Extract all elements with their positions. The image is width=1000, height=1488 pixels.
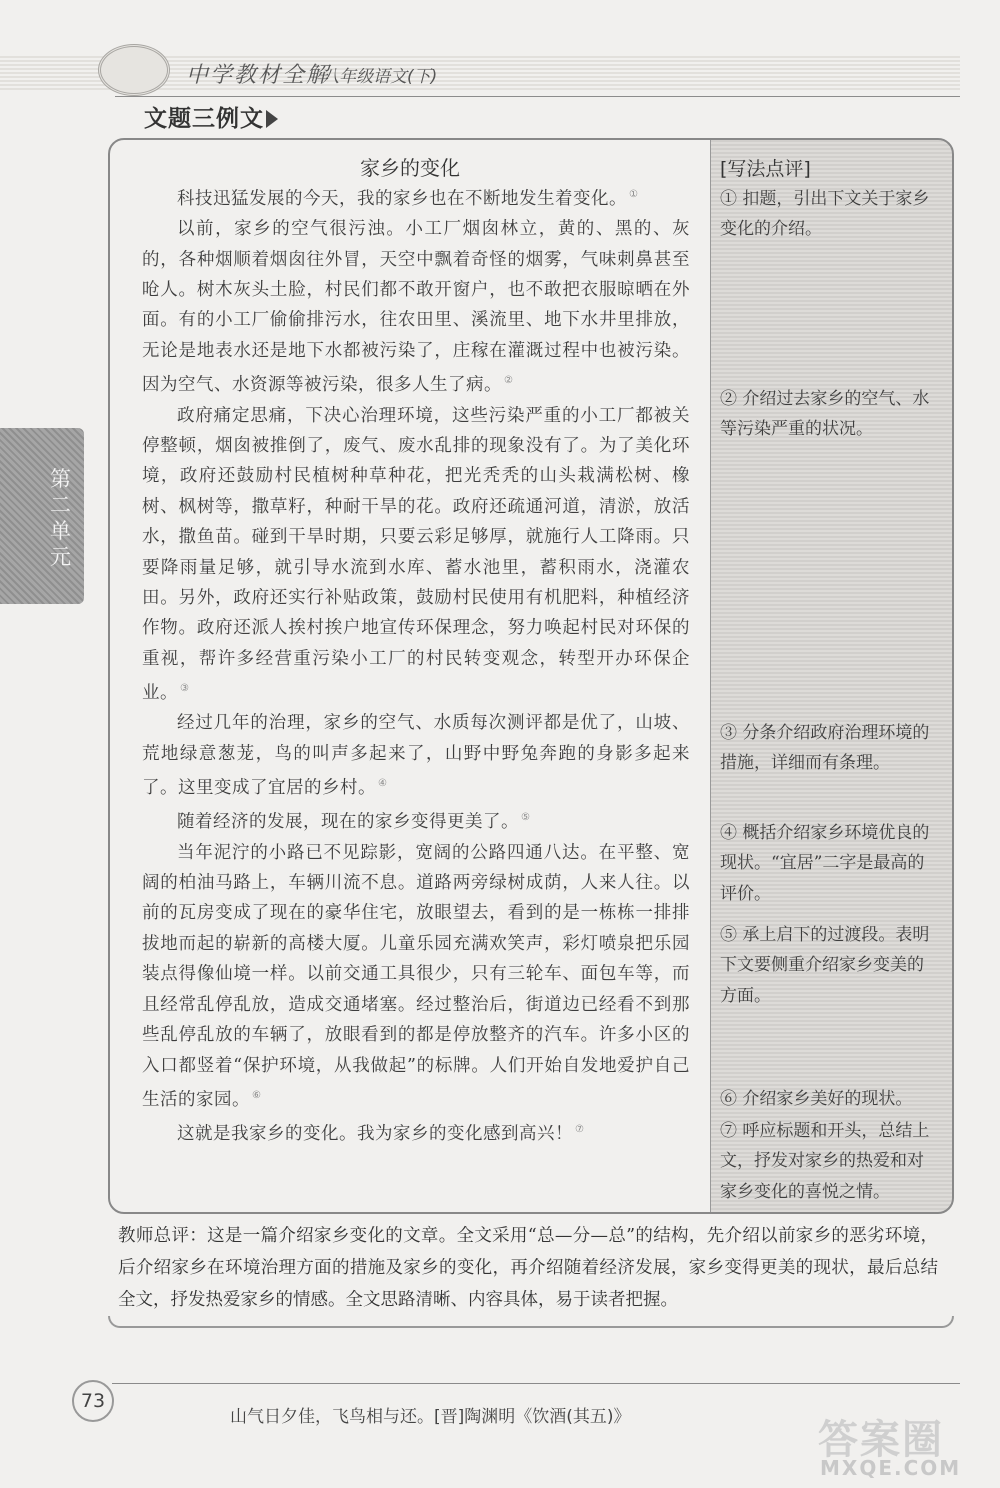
comment-item: ② 介绍过去家乡的空气、水等污染严重的状况。 — [720, 389, 930, 440]
comment-item: ⑦ 呼应标题和开头，总结上文，抒发对家乡的热爱和对家乡变化的喜悦之情。 — [720, 1121, 930, 1202]
summary-text: 这是一篇介绍家乡变化的文章。全文采用“总—分—总”的结构，先介绍以前家乡的恶劣环境，后介绍家乡在环境治理方面的措施及家乡的变化，再介绍随着经济发展，家乡变得更美的现状，最后总结全文，抒发热爱家乡的情感。全文思路清晰、内容具体，易于读者把握。 — [118, 1226, 939, 1310]
essay-paragraph — [142, 401, 690, 709]
section-title — [144, 100, 278, 133]
essay-title: 家乡的变化 — [360, 156, 460, 180]
annotation-mark: ② — [504, 375, 514, 387]
annotation-mark: ① — [629, 189, 639, 200]
paragraph-text: 当年泥泞的小路已不见踪影，宽阔的公路四通八达。在平整、宽阔的柏油马路上，车辆川流不息。道路两旁绿树成荫，人来人往。以前的瓦房变成了现在的豪华住宅，放眼望去，看到的是一栋栋一排排拔地而起的崭新的高楼大厦。儿童乐园充满欢笑声，彩灯喷泉把乐园装点得像仙境一样。以前交通工具很少，只有三轮车、面包车等，而且经常乱停乱放，造成交通堵塞。经过整治后，街道边已经看不到那些乱停乱放的车辆了，放眼看到的都是停放整齐的汽车。许多小区的入口都竖着“保护环境，从我做起”的标牌。人们开始自发地爱护自己生活的家园。 — [142, 842, 690, 1110]
book-emblem-icon — [98, 44, 170, 96]
paragraph-text: 随着经济的发展，现在的家乡变得更美了。 — [177, 812, 519, 833]
annotation-mark: ⑥ — [252, 1089, 262, 1101]
annotation-mark: ④ — [378, 778, 388, 790]
comment-item: ⑥ 介绍家乡美好的现状。 — [720, 1089, 913, 1109]
essay-paragraph — [142, 708, 690, 803]
grade-label: 八年级语文(下) — [322, 67, 438, 87]
paragraph-text: 经过几年的治理，家乡的空气、水质每次测评都是优了，山坡、荒地绿意葱茏，鸟的叫声多起来了，山野中野兔奔跑的身影多起来了。这里变成了宜居的乡村。 — [142, 713, 690, 799]
teacher-summary — [118, 1220, 938, 1316]
paragraph-text: 政府痛定思痛，下决心治理环境，这些污染严重的小工厂都被关停整顿，烟囱被推倒了，废气、废水乱排的现象没有了。为了美化环境，政府还鼓励村民植树种草种花，把光秃秃的山头栽满松树、橡树、枫树等，撒草籽，种耐干旱的花。政府还疏通河道，清淤，放活水，撒鱼苗。碰到干旱时期，只要云彩足够厚，就施行人工降雨。只要降雨量足够，就引导水流到水库、蓄水池里，蓄积雨水，浇灌农田。另外，政府还实行补贴政策，鼓励村民使用有机肥料，种植经济作物。政府还派人挨村挨户地宣传环保理念，努力唤起村民对环保的重视，帮许多经营重污染小工厂的村民转变观念，转型开办环保企业。 — [142, 405, 690, 703]
paragraph-text: 这就是我家乡的变化。我为家乡的变化感到高兴！ — [177, 1123, 573, 1144]
essay-body — [142, 180, 690, 1149]
comments-heading: [写法点评] — [720, 158, 811, 180]
comment-item: ① 扣题，引出下文关于家乡变化的介绍。 — [720, 189, 930, 240]
annotation-mark: ③ — [180, 683, 190, 695]
unit-side-tab-label: 第二单元 — [50, 467, 71, 569]
triangle-arrow-icon — [266, 110, 278, 128]
paragraph-text: 科技迅猛发展的今天，我的家乡也在不断地发生着变化。 — [177, 188, 627, 209]
annotation-mark: ⑤ — [521, 812, 531, 824]
comment-item: ③ 分条介绍政府治理环境的措施，详细而有条理。 — [720, 723, 930, 774]
annotation-mark: ⑦ — [575, 1124, 585, 1136]
essay-paragraph — [142, 214, 690, 400]
comment-item: ⑤ 承上启下的过渡段。表明下文要侧重介绍家乡变美的方面。 — [720, 925, 930, 1006]
comment-item: ④ 概括介绍家乡环境优良的现状。“宜居”二字是最高的评价。 — [720, 823, 930, 904]
watermark-url: MXQE.COM — [820, 1456, 962, 1480]
book-title: 中学教材全解 — [186, 63, 331, 88]
page-number: 73 — [72, 1380, 114, 1422]
essay-paragraph — [142, 180, 690, 214]
header-divider — [115, 96, 960, 97]
paragraph-text: 以前，家乡的空气很污浊。小工厂烟囱林立，黄的、黑的、灰的，各种烟顺着烟囱往外冒，天空中飘着奇怪的烟雾，气味刺鼻甚至呛人。树木灰头土脸，村民们都不敢开窗户，也不敢把衣服晾晒在外面。有的小工厂偷偷排污水，往农田里、溪流里、地下水井里排放，无论是地表水还是地下水都被污染了，庄稼在灌溉过程中也被污染。因为空气、水资源等被污染，很多人生了病。 — [142, 219, 690, 396]
watermark-logo: 答案圈 — [818, 1417, 944, 1463]
essay-paragraph — [142, 838, 690, 1115]
section-title-text: 文题三例文 — [144, 106, 264, 132]
essay-paragraph — [142, 1115, 690, 1149]
essay-paragraph — [142, 803, 690, 837]
summary-label: 教师总评： — [118, 1226, 208, 1246]
footer-divider — [112, 1383, 960, 1384]
footer-quote: 山气日夕佳，飞鸟相与还。[晋]陶渊明《饮酒(其五)》 — [230, 1407, 631, 1427]
summary-frame — [108, 1316, 954, 1328]
